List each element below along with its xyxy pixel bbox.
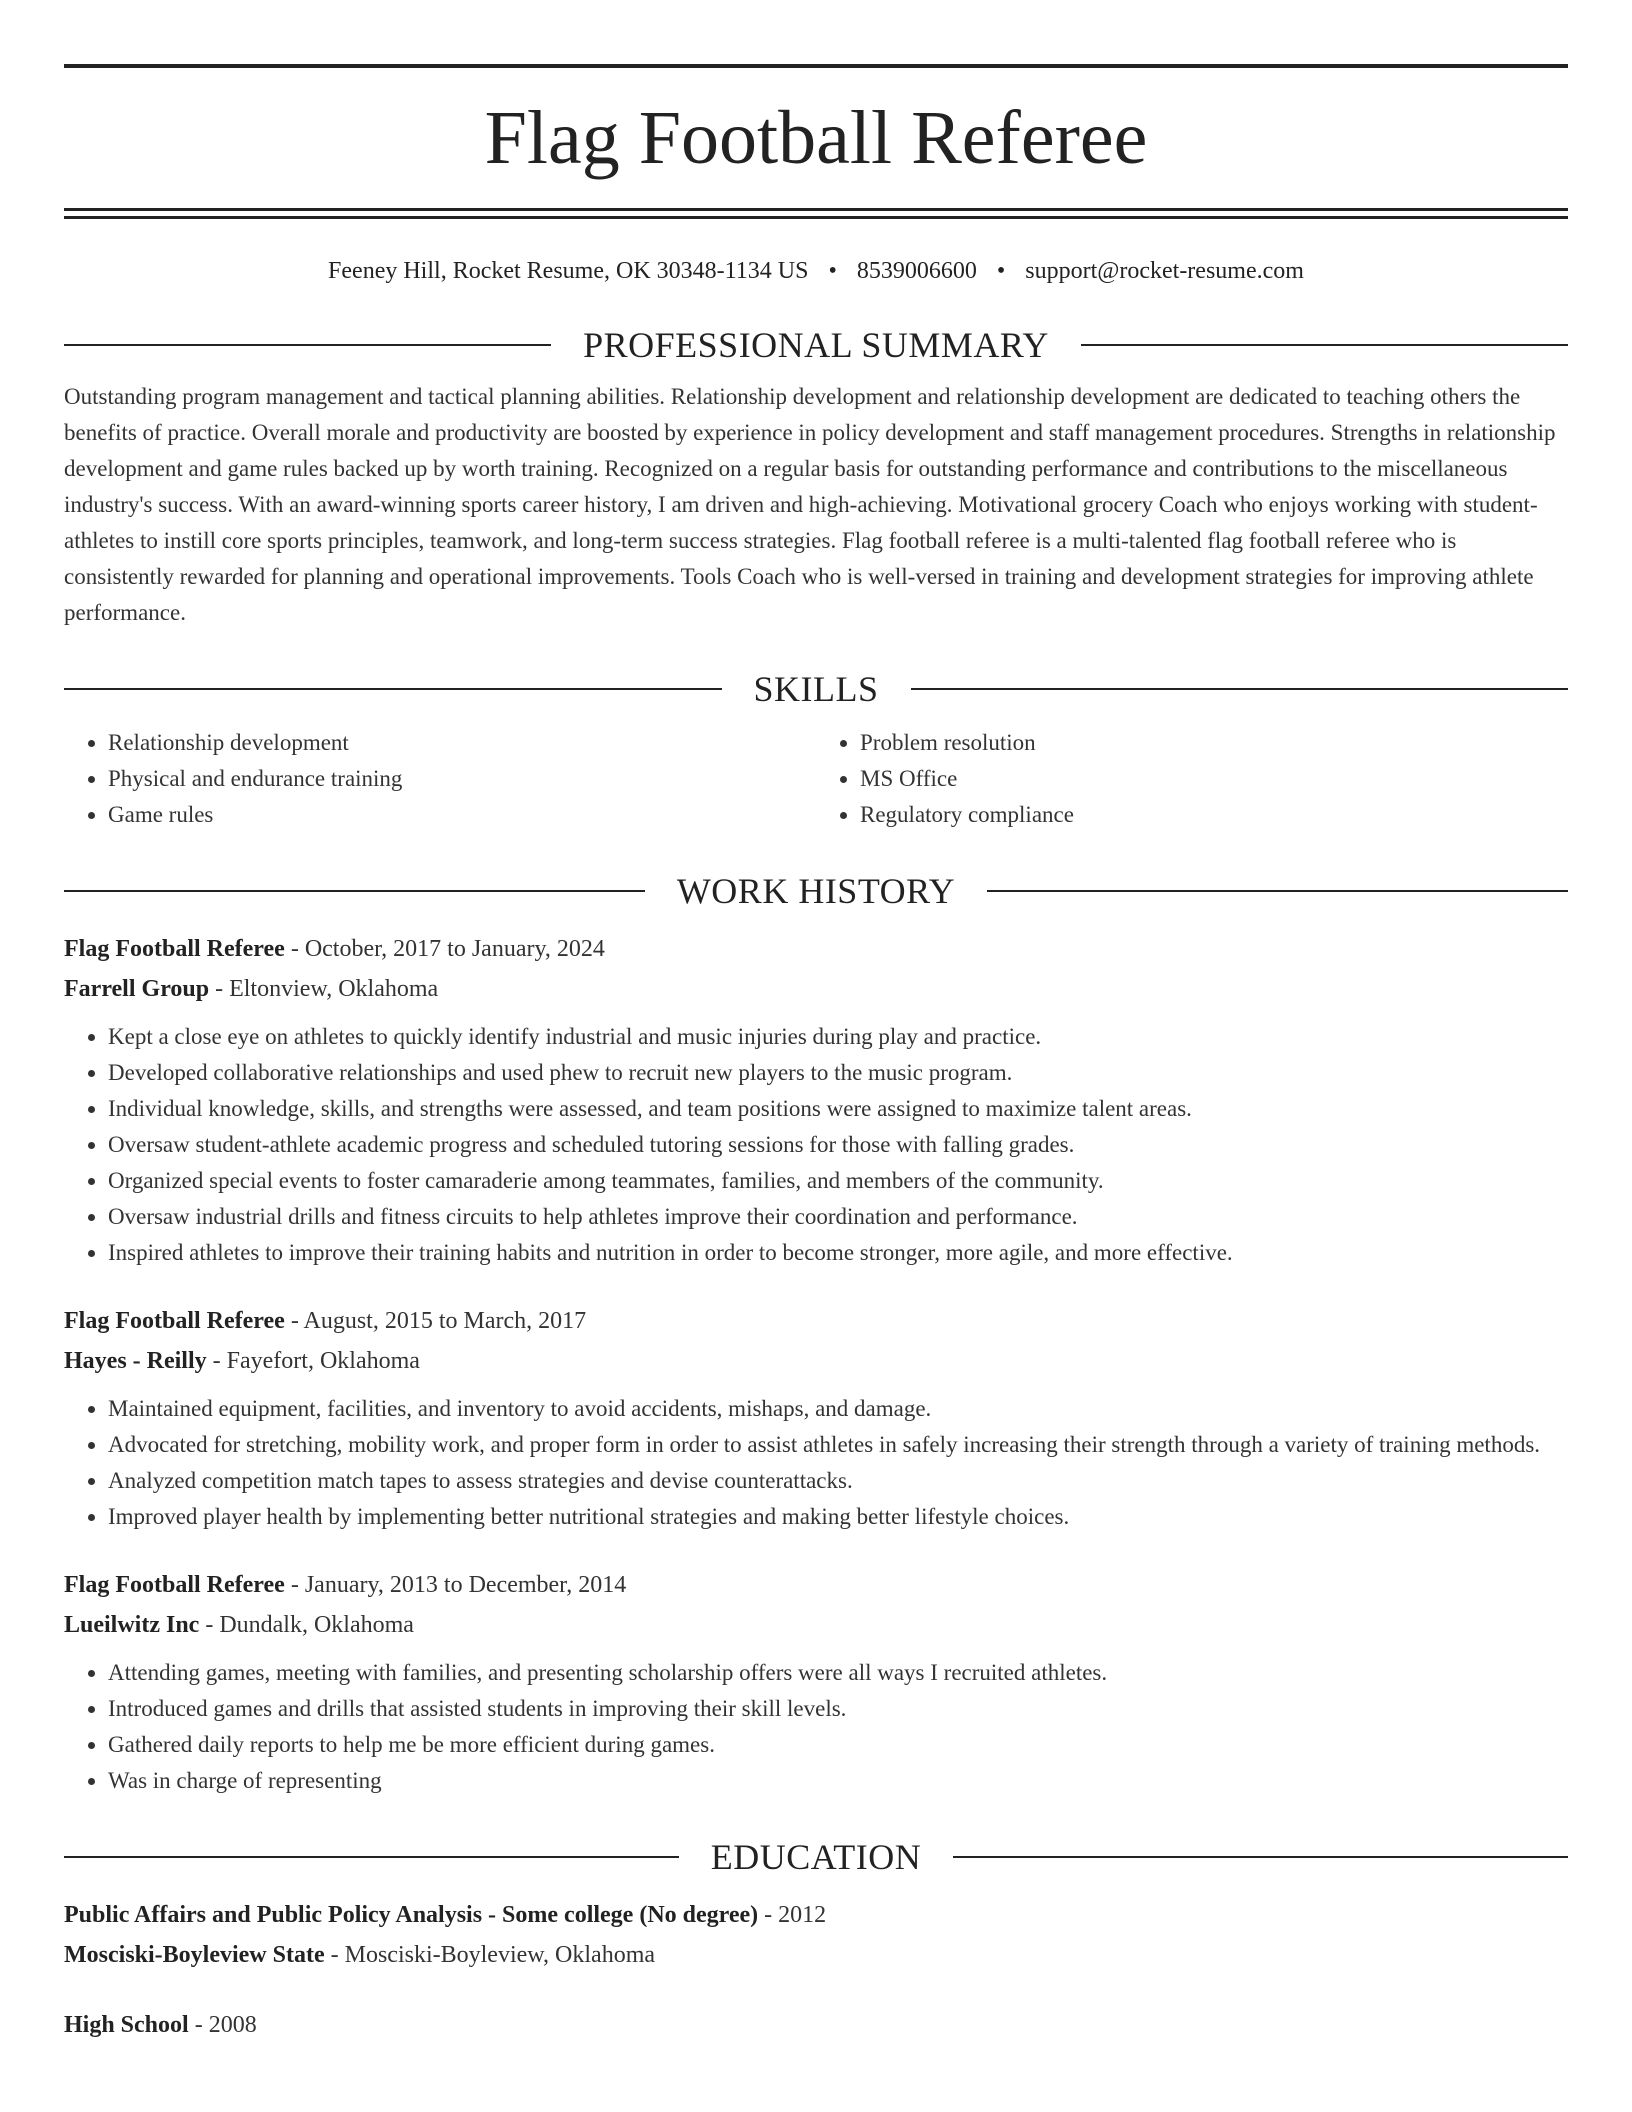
job-bullet: • Kept a close eye on athletes to quickly identify industrial and music injuries during play and practice. <box>108 1019 1568 1055</box>
education-entry <box>64 1895 1568 1975</box>
skills-left-column <box>64 725 816 833</box>
contact-phone: 8539006600 <box>856 258 977 284</box>
heading-rule <box>64 1856 679 1858</box>
job-dates: - August, 2015 to March, 2017 <box>284 1308 587 1334</box>
education-degree-line <box>64 1895 1568 1935</box>
job-bullet: • Maintained equipment, facilities, and inventory to avoid accidents, mishaps, and damage. <box>108 1391 1568 1427</box>
education-entry <box>64 2005 1568 2045</box>
job-bullet: • Was in charge of representing <box>108 1763 1568 1799</box>
skill-item: • MS Office <box>860 761 1568 797</box>
top-rule <box>64 64 1568 68</box>
job-bullet: • Organized special events to foster camaraderie among teammates, families, and members of the community. <box>108 1163 1568 1199</box>
job-bullets <box>64 1019 1568 1271</box>
education-degree: Public Affairs and Public Policy Analysis - Some college (No degree) <box>64 1902 759 1928</box>
summary-heading <box>64 323 1568 367</box>
job-location: - Fayefort, Oklahoma <box>206 1348 420 1374</box>
education-heading-title: EDUCATION <box>710 1837 922 1877</box>
job-title: Flag Football Referee <box>64 1572 285 1598</box>
education-school: Mosciski-Boyleview State <box>64 1942 325 1968</box>
job-company: Lueilwitz Inc <box>64 1612 200 1638</box>
education-location: - Mosciski-Boyleview, Oklahoma <box>324 1942 656 1968</box>
job-title-line <box>64 929 1568 969</box>
job-company-line <box>64 1341 1568 1381</box>
contact-separator: • <box>828 258 837 284</box>
job-bullet: • Oversaw industrial drills and fitness circuits to help athletes improve their coordination and performance. <box>108 1199 1568 1235</box>
contact-address: Feeney Hill, Rocket Resume, OK 30348-1134 US <box>328 258 809 284</box>
job-company-line <box>64 1605 1568 1645</box>
contact-line <box>64 255 1568 287</box>
skill-item: • Problem resolution <box>860 725 1568 761</box>
job-entry <box>64 929 1568 1271</box>
job-company-line <box>64 969 1568 1009</box>
education-year: - 2008 <box>188 2012 257 2038</box>
summary-text: Outstanding program management and tactical planning abilities. Relationship development and relationship development are dedicated to teaching others the benefits of practice. Overall morale and productivity are boosted by experience in policy development and staff management procedures. Strengths in relationship development and game rules backed up by worth training. Recognized on a regular basis for outstanding performance and contributions to the miscellaneous industry's success. With an award-winning sports career history, I am driven and high-achieving. Motivational grocery Coach who enjoys working with student-athletes to instill core sports principles, teamwork, and long-term success strategies. Flag football referee is a multi-talented flag football referee who is consistently rewarded for planning and operational improvements. Tools Coach who is well-versed in training and development strategies for improving athlete performance. <box>64 384 1556 625</box>
job-entry <box>64 1565 1568 1799</box>
heading-rule <box>64 688 722 690</box>
job-bullet: • Analyzed competition match tapes to assess strategies and devise counterattacks. <box>108 1463 1568 1499</box>
heading-rule <box>64 890 645 892</box>
education-year: - 2012 <box>758 1902 827 1928</box>
education-degree-line <box>64 2005 1568 2045</box>
education-degree: High School <box>64 2012 189 2038</box>
heading-rule <box>911 688 1569 690</box>
job-dates: - October, 2017 to January, 2024 <box>284 936 605 962</box>
heading-rule <box>953 1856 1568 1858</box>
job-dates: - January, 2013 to December, 2014 <box>284 1572 627 1598</box>
job-bullet: • Introduced games and drills that assisted students in improving their skill levels. <box>108 1691 1568 1727</box>
job-entry <box>64 1301 1568 1535</box>
skill-item: • Relationship development <box>108 725 816 761</box>
heading-rule <box>64 344 551 346</box>
job-title-line <box>64 1301 1568 1341</box>
heading-rule <box>987 890 1568 892</box>
job-bullet: • Improved player health by implementing better nutritional strategies and making better lifestyle choices. <box>108 1499 1568 1535</box>
skills-heading-title: SKILLS <box>753 669 879 709</box>
contact-email: support@rocket-resume.com <box>1025 258 1304 284</box>
summary-heading-title: PROFESSIONAL SUMMARY <box>583 325 1049 365</box>
skills-right-column <box>816 725 1568 833</box>
education-school-line <box>64 1935 1568 1975</box>
job-bullets <box>64 1391 1568 1535</box>
job-bullet: • Attending games, meeting with families, and presenting scholarship offers were all ways I recruited athletes. <box>108 1655 1568 1691</box>
job-bullet: • Advocated for stretching, mobility work, and proper form in order to assist athletes in safely increasing their strength through a variety of training methods. <box>108 1427 1568 1463</box>
job-bullets <box>64 1655 1568 1799</box>
job-bullet: • Individual knowledge, skills, and strengths were assessed, and team positions were assigned to maximize talent areas. <box>108 1091 1568 1127</box>
resume-name: Flag Football Referee <box>484 96 1148 180</box>
heading-rule <box>1081 344 1568 346</box>
job-company: Farrell Group <box>64 976 210 1002</box>
job-location: - Eltonview, Oklahoma <box>209 976 439 1002</box>
contact-separator: • <box>996 258 1006 284</box>
job-title: Flag Football Referee <box>64 1308 285 1334</box>
double-rule <box>64 208 1568 219</box>
skill-item: • Game rules <box>108 797 816 833</box>
job-title: Flag Football Referee <box>64 936 285 962</box>
job-bullet: • Oversaw student-athlete academic progress and scheduled tutoring sessions for those with falling grades. <box>108 1127 1568 1163</box>
skills-heading <box>64 667 1568 711</box>
job-bullet: • Developed collaborative relationships and used phew to recruit new players to the music program. <box>108 1055 1568 1091</box>
work-heading <box>64 869 1568 913</box>
work-heading-title: WORK HISTORY <box>676 871 956 911</box>
skill-item: • Regulatory compliance <box>860 797 1568 833</box>
job-bullet: • Inspired athletes to improve their training habits and nutrition in order to become stronger, more agile, and more effective. <box>108 1235 1568 1271</box>
resume-page <box>64 64 1568 2045</box>
job-title-line <box>64 1565 1568 1605</box>
skill-item: • Physical and endurance training <box>108 761 816 797</box>
job-company: Hayes - Reilly <box>64 1348 207 1374</box>
job-bullet: • Gathered daily reports to help me be more efficient during games. <box>108 1727 1568 1763</box>
skills-list <box>64 725 1568 833</box>
education-heading <box>64 1835 1568 1879</box>
job-location: - Dundalk, Oklahoma <box>199 1612 414 1638</box>
